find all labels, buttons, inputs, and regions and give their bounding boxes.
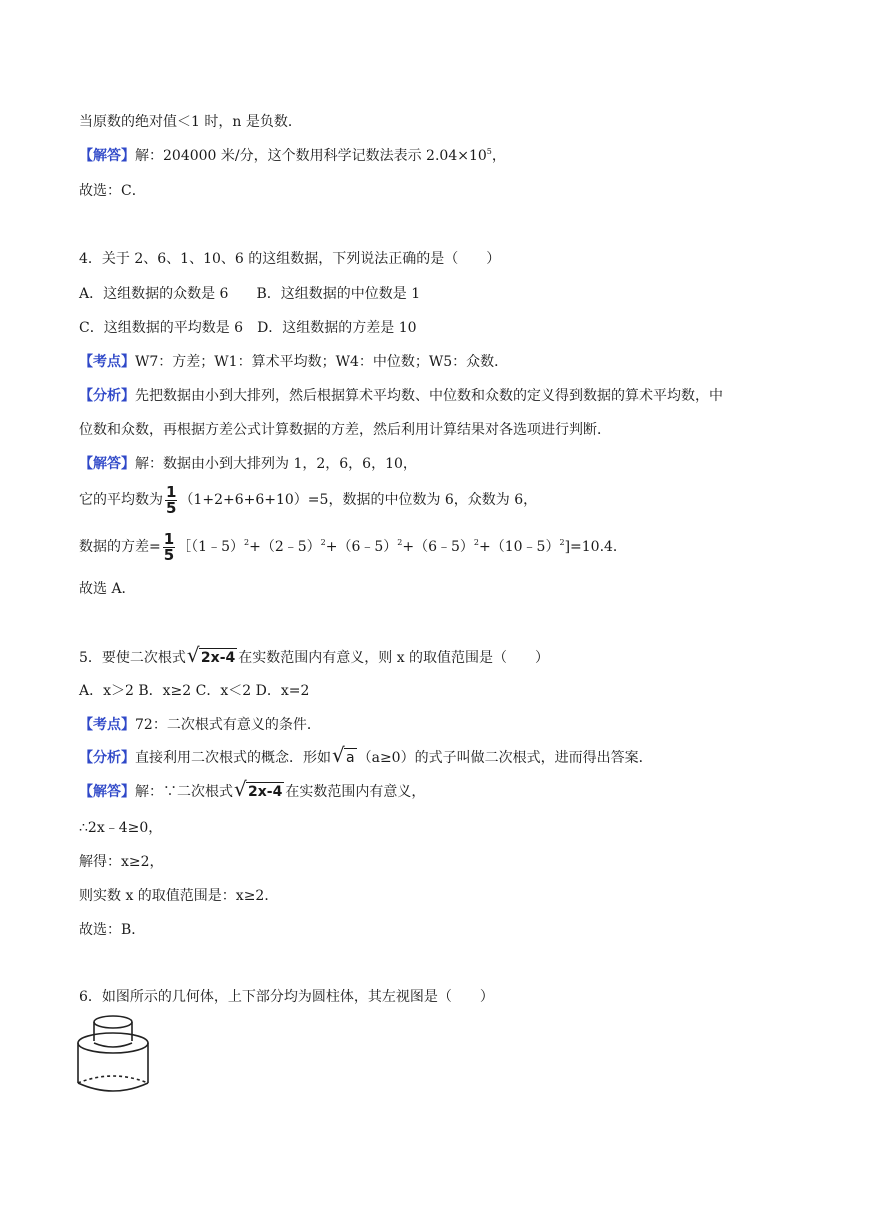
text-line: 解得：x≥2， <box>79 854 164 870</box>
top-cylinder-base-curve <box>94 1043 132 1047</box>
answer-line: 【解答】解：204000 米/分，这个数用科学记数法表示 $2.04\times 10^5$， <box>79 147 506 164</box>
mean-line: 它的平均数为 $\frac{1}{5}$ （1+2+6+6+10）=5，数据的中位数为 6，众数为 6， <box>79 482 538 517</box>
answer-tag: 【解答】 <box>79 148 135 164</box>
knowledge-point-line: 【考点】72：二次根式有意义的条件． <box>79 717 321 733</box>
fraction-one-fifth: $\frac{1}{5}$ <box>166 482 177 517</box>
radical-2x-4: √ 2x-4 <box>234 777 283 801</box>
radical-2x-4: √ 2x-4 <box>186 643 236 667</box>
bottom-cylinder-base-front <box>78 1083 148 1091</box>
question-4: 4．关于 2、6、1、10、6 的这组数据，下列说法正确的是（ ） <box>79 251 501 267</box>
cylinder-figure <box>76 1013 166 1095</box>
text-line: 当原数的绝对值＜1 时，n 是负数． <box>79 114 302 130</box>
answer-line: 【解答】解：数据由小到大排列为 1，2，6，6，10， <box>79 456 417 472</box>
options-line: C．这组数据的平均数是 6 D．这组数据的方差是 10 <box>79 320 417 336</box>
bottom-cylinder-top-ellipse <box>78 1033 148 1053</box>
text-line: 位数和众数，再根据方差公式计算数据的方差，然后利用计算结果对各选项进行判断． <box>79 422 611 438</box>
answer-line: 【解答】解：∵二次根式 √ 2x-4 在实数范围内有意义， <box>79 780 425 804</box>
radical-a: √ a <box>332 743 355 767</box>
text-line: 故选：B． <box>79 922 146 938</box>
knowledge-point-line: 【考点】W7：方差；W1：算术平均数；W4：中位数；W5：众数． <box>79 354 509 370</box>
text-line: 故选 A． <box>79 581 136 597</box>
top-cylinder-top-ellipse <box>94 1016 132 1028</box>
text-line: 则实数 x 的取值范围是：x≥2． <box>79 888 279 904</box>
variance-line: 数据的方差= $\frac{1}{5}$ ［（1﹣5）$^2$+（2﹣5）$^2$+（6﹣5）$^2$+（6﹣5）$^2$+（10﹣5）$^2$]=10.4． <box>79 529 627 564</box>
question-6: 6．如图所示的几何体，上下部分均为圆柱体，其左视图是（ ） <box>79 989 494 1005</box>
analysis-line: 【分析】直接利用二次根式的概念．形如 √ a （a≥0）的式子叫做二次根式，进而得出答案． <box>79 746 653 770</box>
question-5: 5．要使二次根式 √ 2x-4 在实数范围内有意义，则 x 的取值范围是（ ） <box>79 646 549 670</box>
bottom-cylinder-base-hidden <box>78 1076 148 1083</box>
analysis-line: 【分析】先把数据由小到大排列，然后根据算术平均数、中位数和众数的定义得到数据的算术平均数，中 <box>79 388 723 404</box>
fraction-one-fifth: $\frac{1}{5}$ <box>163 529 175 564</box>
options-line: A．x＞2 B．x≥2 C．x＜2 D．x=2 <box>79 683 310 699</box>
text-line: 故选：C． <box>79 183 146 199</box>
options-line: A．这组数据的众数是 6 B．这组数据的中位数是 1 <box>79 286 421 302</box>
text-line: ∴2x﹣4≥0， <box>79 820 163 836</box>
